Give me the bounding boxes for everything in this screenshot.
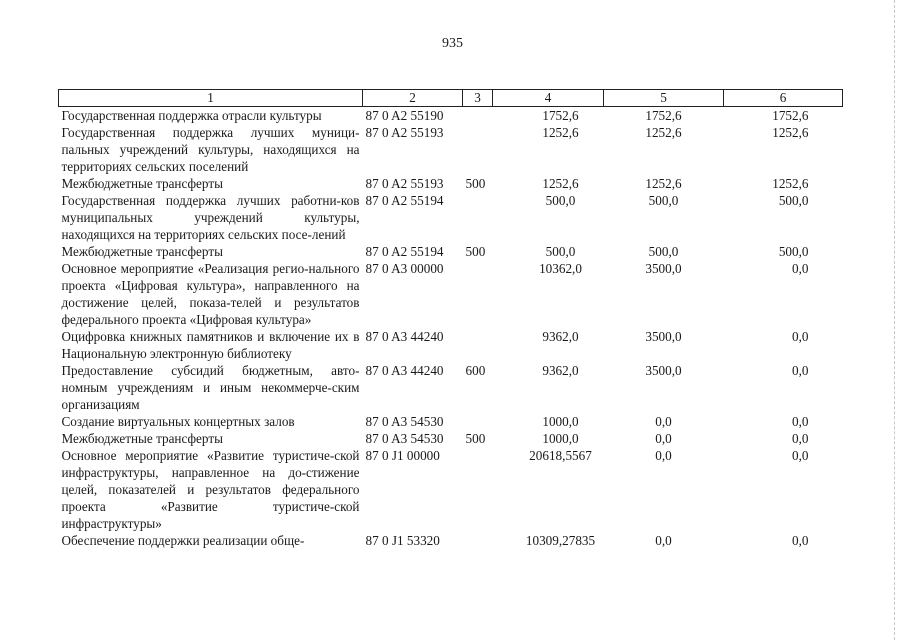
row-vr: 500 bbox=[465, 244, 486, 259]
row-code: 87 0 A2 55194 bbox=[365, 193, 444, 208]
row-value-5: 0,0 bbox=[655, 533, 672, 548]
row-value-4: 20618,5567 bbox=[529, 448, 592, 463]
row-value-6: 500,0 bbox=[778, 193, 809, 208]
row-code: 87 0 A3 00000 bbox=[365, 261, 444, 276]
row-name: Государственная поддержка лучших муници-пальных учреждений культуры, находящихся на территориях сельских поселений bbox=[61, 125, 360, 174]
row-value-6: 0,0 bbox=[792, 414, 809, 429]
row-vr: 600 bbox=[465, 363, 486, 378]
row-value-6: 0,0 bbox=[792, 431, 809, 446]
row-name: Оцифровка книжных памятников и включение их в Национальную электронную библиотеку bbox=[61, 329, 360, 361]
row-value-6: 0,0 bbox=[792, 448, 809, 463]
row-code: 87 0 A3 44240 bbox=[365, 329, 444, 344]
table-row bbox=[59, 107, 843, 125]
row-value-5: 3500,0 bbox=[645, 363, 682, 378]
row-value-6: 0,0 bbox=[792, 329, 809, 344]
row-name: Предоставление субсидий бюджетным, авто-номным учреждениям и иным некоммерче-ским организациям bbox=[61, 363, 360, 412]
row-value-6: 1752,6 bbox=[772, 108, 809, 123]
table-row bbox=[59, 430, 843, 447]
page-number: 935 bbox=[442, 36, 463, 51]
header-col-6: 6 bbox=[724, 90, 843, 107]
row-name: Основное мероприятие «Развитие туристиче-ской инфраструктуры, направленное на до-стижение целей, показателей и результатов федерального проекта «Развитие туристиче-ской инфраструктуры» bbox=[61, 448, 360, 531]
row-value-5: 0,0 bbox=[655, 448, 672, 463]
row-vr bbox=[463, 328, 493, 362]
row-value-4: 1252,6 bbox=[542, 125, 579, 140]
row-name: Основное мероприятие «Реализация регио-нального проекта «Цифровая культура», направленного на достижение целей, показа-телей и результатов федерального проекта «Цифровая культура» bbox=[61, 261, 360, 327]
row-vr bbox=[463, 260, 493, 328]
row-code: 87 0 J1 53320 bbox=[365, 533, 440, 548]
row-vr bbox=[463, 413, 493, 430]
row-value-5: 3500,0 bbox=[645, 261, 682, 276]
table-row bbox=[59, 532, 843, 549]
row-name: Межбюджетные трансферты bbox=[61, 244, 223, 259]
row-value-5: 500,0 bbox=[648, 193, 679, 208]
table-row bbox=[59, 260, 843, 328]
row-vr bbox=[463, 532, 493, 549]
budget-table bbox=[58, 89, 843, 549]
row-value-5: 0,0 bbox=[655, 414, 672, 429]
table-row bbox=[59, 124, 843, 175]
row-value-4: 10362,0 bbox=[539, 261, 582, 276]
row-value-6: 0,0 bbox=[792, 261, 809, 276]
row-code: 87 0 A2 55193 bbox=[365, 125, 444, 140]
row-code: 87 0 A3 54530 bbox=[365, 414, 444, 429]
row-value-6: 500,0 bbox=[778, 244, 809, 259]
row-vr: 500 bbox=[465, 431, 486, 446]
row-code: 87 0 J1 00000 bbox=[365, 448, 440, 463]
row-value-5: 1252,6 bbox=[645, 176, 682, 191]
table-row bbox=[59, 243, 843, 260]
table-row bbox=[59, 362, 843, 413]
row-name: Создание виртуальных концертных залов bbox=[61, 414, 295, 429]
row-vr bbox=[463, 107, 493, 125]
row-value-5: 1252,6 bbox=[645, 125, 682, 140]
row-value-4: 9362,0 bbox=[542, 363, 579, 378]
row-code: 87 0 A2 55194 bbox=[365, 244, 444, 259]
row-value-4: 500,0 bbox=[545, 193, 576, 208]
header-col-5: 5 bbox=[604, 90, 724, 107]
header-col-4: 4 bbox=[493, 90, 604, 107]
table-row bbox=[59, 175, 843, 192]
header-col-3: 3 bbox=[463, 90, 493, 107]
table-row bbox=[59, 413, 843, 430]
row-value-4: 10309,27835 bbox=[525, 533, 596, 548]
row-name: Межбюджетные трансферты bbox=[61, 431, 223, 446]
row-vr bbox=[463, 124, 493, 175]
header-col-2: 2 bbox=[363, 90, 463, 107]
row-value-5: 1752,6 bbox=[645, 108, 682, 123]
row-name: Государственная поддержка отрасли культуры bbox=[61, 108, 322, 123]
row-value-6: 0,0 bbox=[792, 533, 809, 548]
table-row bbox=[59, 192, 843, 243]
row-name: Государственная поддержка лучших работни-ков муниципальных учреждений культуры, находящихся на территориях сельских посе-лений bbox=[61, 193, 360, 242]
row-value-4: 500,0 bbox=[545, 244, 576, 259]
row-value-6: 1252,6 bbox=[772, 125, 809, 140]
row-name: Обеспечение поддержки реализации обще- bbox=[61, 533, 305, 548]
row-value-5: 3500,0 bbox=[645, 329, 682, 344]
row-value-4: 1000,0 bbox=[542, 431, 579, 446]
row-value-4: 1752,6 bbox=[542, 108, 579, 123]
row-vr: 500 bbox=[465, 176, 486, 191]
row-value-6: 1252,6 bbox=[772, 176, 809, 191]
page-margin-line bbox=[894, 0, 895, 640]
row-name: Межбюджетные трансферты bbox=[61, 176, 223, 191]
table-row bbox=[59, 328, 843, 362]
row-value-5: 500,0 bbox=[648, 244, 679, 259]
row-code: 87 0 A2 55190 bbox=[365, 108, 444, 123]
row-code: 87 0 A3 44240 bbox=[365, 363, 444, 378]
row-vr bbox=[463, 447, 493, 532]
row-value-4: 1252,6 bbox=[542, 176, 579, 191]
row-value-5: 0,0 bbox=[655, 431, 672, 446]
row-value-6: 0,0 bbox=[792, 363, 809, 378]
table-row bbox=[59, 447, 843, 532]
row-code: 87 0 A3 54530 bbox=[365, 431, 444, 446]
header-col-1: 1 bbox=[59, 90, 363, 107]
table-header-row bbox=[59, 90, 843, 107]
row-vr bbox=[463, 192, 493, 243]
row-code: 87 0 A2 55193 bbox=[365, 176, 444, 191]
row-value-4: 1000,0 bbox=[542, 414, 579, 429]
row-value-4: 9362,0 bbox=[542, 329, 579, 344]
